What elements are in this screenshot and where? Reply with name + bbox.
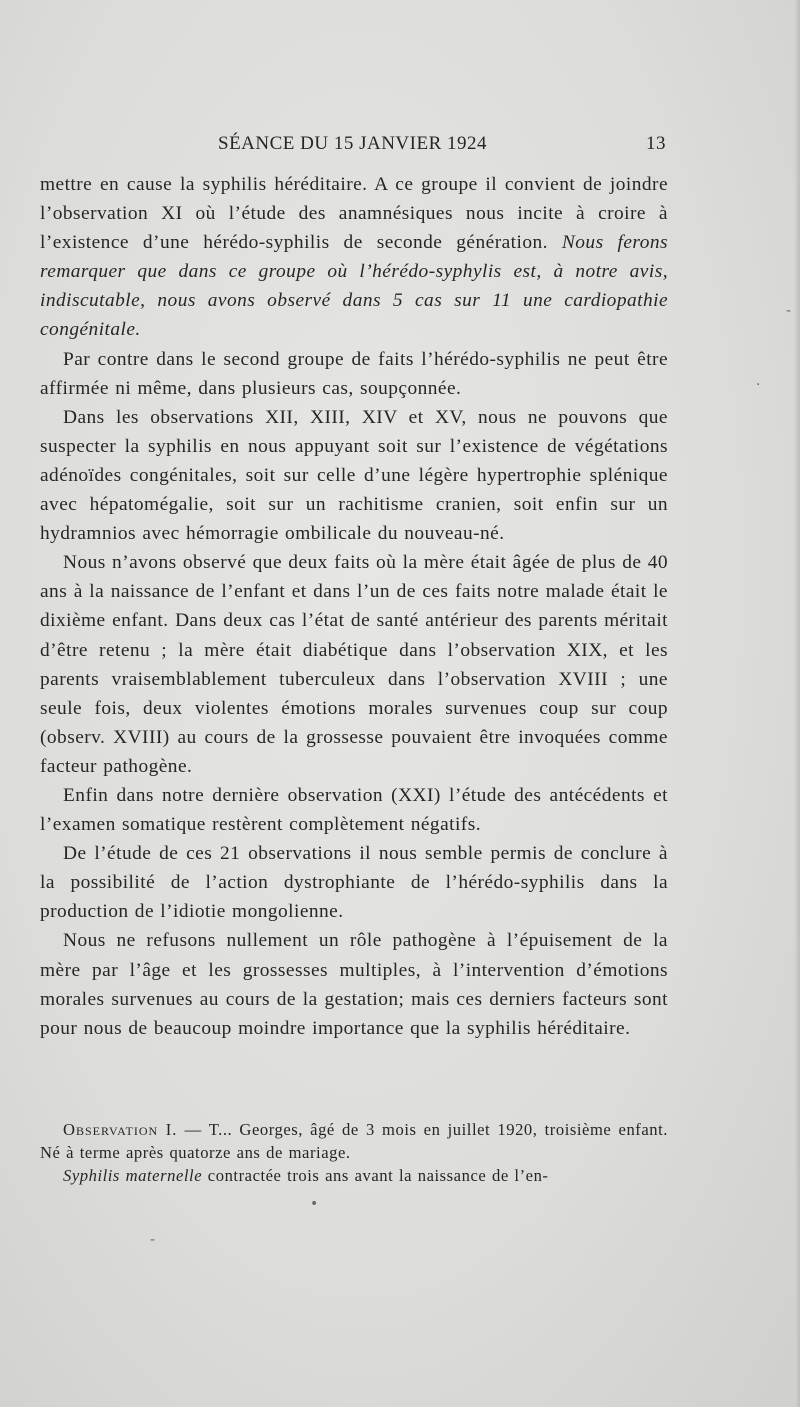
running-head (40, 131, 666, 157)
observation-block (40, 1118, 668, 1187)
observation-label: Observation I. (63, 1120, 178, 1139)
observation-continuation (40, 1164, 668, 1187)
scan-speck: · (756, 377, 761, 393)
paragraph: De l’étude de ces 21 observations il nous semble permis de conclure à la possibilité de l’action dystrophiante de l’hérédo-syphilis dans la production de l’idiotie mongolienne. (40, 843, 668, 923)
scan-speck: • (310, 1196, 319, 1212)
italic-remark: Nous ferons remarquer que dans ce groupe où l’hérédo-syphylis est, à notre avis, indiscutable, nous avons observé dans 5 cas sur 11 une cardiopathie congénitale. (40, 232, 668, 341)
paragraph: Dans les observations XII, XIII, XIV et XV, nous ne pouvons que suspecter la syphilis en nous appuyant soit sur l’existence de végétations adénoïdes congénitales, soit sur celle d’une légère hypertrophie splénique avec hépatomégalie, soit sur un rachitisme cranien, soit enfin sur un hydramnios avec hémorragie ombilicale du nouveau-né. (40, 406, 668, 545)
paragraph: Nous ne refusons nullement un rôle pathogène à l’épuisement de la mère par l’âge et les grossesses multiples, à l’intervention d’émotions morales survenues au cours de la gestation; mais ces derniers facteurs sont pour nous de beaucoup moindre importance que la syphilis héréditaire. (40, 930, 668, 1039)
paragraph-lead-text: mettre en cause la syphilis héréditaire. A ce groupe il convient de joindre l’observation XI où l’étude des anamnésiques nous incite à croire à l’existence d’une hérédo-syphilis de seconde génération. (40, 174, 668, 254)
paragraph: Enfin dans notre dernière observation (XXI) l’étude des antécédents et l’examen somatique restèrent complètement négatifs. (40, 784, 668, 836)
observation-text: — T... Georges, âgé de 3 mois en juillet 1920, troisième enfant. Né à terme après quatorze ans de mariage. (40, 1120, 668, 1162)
page-number: 13 (646, 133, 666, 154)
scan-speck: - (786, 303, 792, 319)
paragraph: Nous n’avons observé que deux faits où la mère était âgée de plus de 40 ans à la naissance de l’enfant et dans l’un de ces faits notre malade était le dixième enfant. Dans deux cas l’état de santé antérieur des parents méritait d’être retenu ; la mère était diabétique dans l’observation XIX, et les parents vraisemblablement tuberculeux dans l’observation XVIII ; une seule fois, deux violentes émotions morales survenues coup sur coup (observ. XVIII) au cours de la grossesse pouvaient être invoquées comme facteur pathogène. (40, 552, 668, 777)
scan-speck: - (150, 1232, 156, 1248)
observation-entry (40, 1118, 668, 1164)
paragraph: Par contre dans le second groupe de faits l’hérédo-syphilis ne peut être affirmée ni même, dans plusieurs cas, soupçonnée. (40, 348, 668, 399)
paragraph-continuation (40, 170, 668, 345)
running-title: SÉANCE DU 15 JANVIER 1924 (218, 133, 487, 154)
observation-continuation-text: contractée trois ans avant la naissance de l’en- (202, 1166, 549, 1185)
page-edge-shadow (794, 0, 800, 1407)
body-text (40, 170, 668, 1043)
observation-italic-term: Syphilis maternelle (63, 1166, 203, 1185)
